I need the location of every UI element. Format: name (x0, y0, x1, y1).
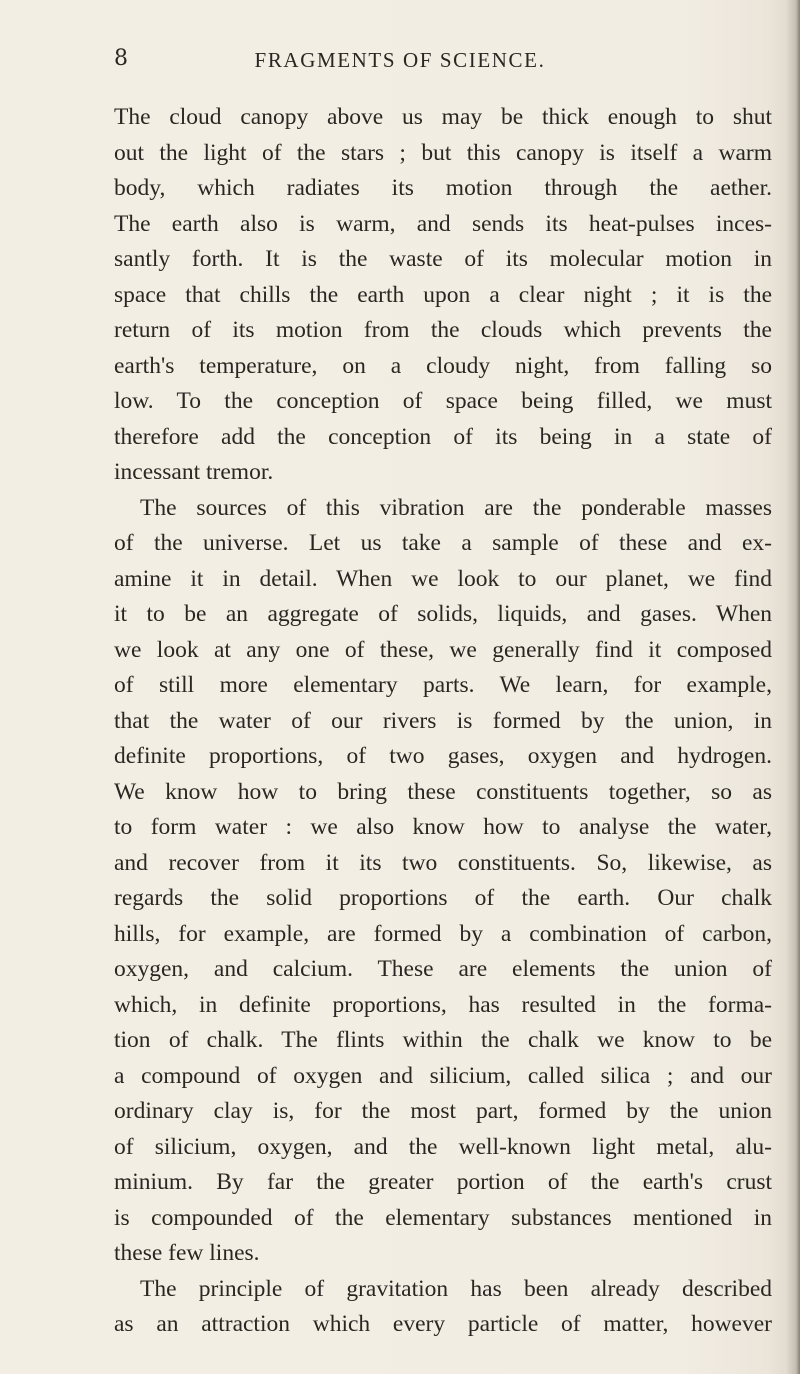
text-line: we look at any one of these, we generally find it composed (114, 636, 772, 663)
running-head: FRAGMENTS OF SCIENCE. (254, 48, 546, 72)
paragraph-1 (114, 100, 772, 491)
text-line: a compound of oxygen and silicium, called silica ; and our (114, 1062, 772, 1089)
text-line: regards the solid proportions of the earth. Our chalk (114, 885, 772, 911)
text-line: The cloud canopy above us may be thick enough to shut (114, 104, 772, 130)
text-line: that the water of our rivers is formed by the union, in (114, 707, 772, 734)
text-line: santly forth. It is the waste of its molecular motion in (114, 246, 772, 272)
text-line: The earth also is warm, and sends its heat-pulses inces- (114, 210, 772, 237)
text-line: definite proportions, of two gases, oxygen and hydrogen. (114, 743, 772, 769)
text-line: space that chills the earth upon a clear night ; it is the (114, 281, 772, 308)
text-line: which, in definite proportions, has resulted in the forma- (114, 991, 772, 1018)
text-line: out the light of the stars ; but this canopy is itself a warm (114, 139, 772, 166)
text-line: low. To the conception of space being filled, we must (114, 388, 772, 414)
text-line: earth's temperature, on a cloudy night, from falling so (114, 352, 772, 379)
text-line: it to be an aggregate of solids, liquids, and gases. When (114, 601, 772, 627)
text-line: as an attraction which every particle of matter, however (114, 1311, 772, 1337)
paragraph-3 (114, 1272, 772, 1343)
text-line: incessant tremor. (114, 459, 274, 485)
text-line: hills, for example, are formed by a combination of carbon, (114, 920, 772, 947)
text-line: these few lines. (114, 1240, 260, 1266)
text-line: The principle of gravitation has been already described (140, 1275, 772, 1302)
text-line: and recover from it its two constituents. So, likewise, as (114, 849, 772, 876)
text-line: body, which radiates its motion through the aether. (114, 175, 772, 201)
text-line: to form water : we also know how to analyse the water, (114, 814, 772, 840)
body-text (114, 100, 772, 1343)
text-line: of the universe. Let us take a sample of these and ex- (114, 530, 772, 556)
text-line: return of its motion from the clouds which prevents the (114, 317, 772, 343)
paragraph-2 (114, 491, 772, 1272)
text-line: therefore add the conception of its being in a state of (114, 423, 772, 450)
page-edge-shadow (786, 0, 800, 1374)
page-header (0, 46, 800, 86)
text-line: tion of chalk. The flints within the chalk we know to be (114, 1027, 772, 1053)
text-line: is compounded of the elementary substances mentioned in (114, 1204, 772, 1231)
text-line: of still more elementary parts. We learn, for example, (114, 672, 772, 698)
text-line: oxygen, and calcium. These are elements the union of (114, 956, 772, 982)
text-line: The sources of this vibration are the ponderable masses (140, 494, 772, 521)
text-line: amine it in detail. When we look to our planet, we find (114, 565, 772, 592)
text-line: minium. By far the greater portion of the earth's crust (114, 1169, 772, 1195)
text-line: of silicium, oxygen, and the well-known light metal, alu- (114, 1133, 772, 1160)
text-line: We know how to bring these constituents together, so as (114, 778, 772, 805)
text-line: ordinary clay is, for the most part, formed by the union (114, 1098, 772, 1124)
page-number: 8 (114, 46, 129, 71)
